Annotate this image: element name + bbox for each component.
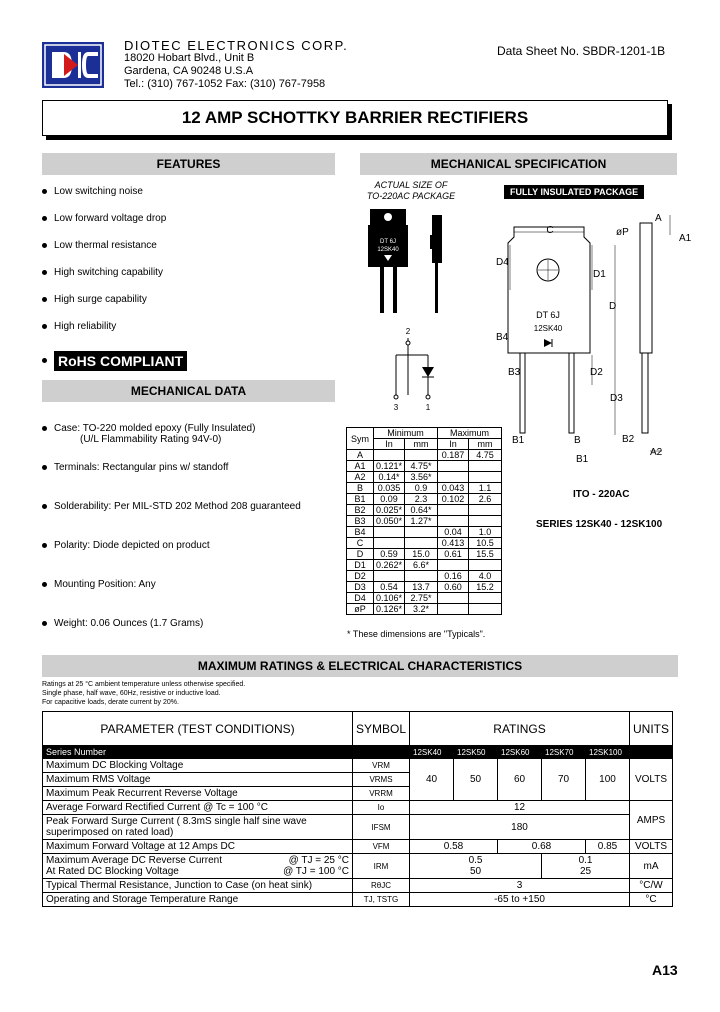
page-code: A13 (652, 962, 678, 978)
mechanical-data-heading: MECHANICAL DATA (42, 380, 335, 402)
page-title: 12 AMP SCHOTTKY BARRIER RECTIFIERS (42, 100, 668, 136)
actual-size-line2: TO-220AC PACKAGE (366, 191, 456, 201)
volts-12sk70: 70 (542, 759, 586, 801)
row-ifsm-label2: superimposed on rated load) (46, 827, 174, 838)
dim-value (438, 461, 469, 472)
ratings-heading: MAXIMUM RATINGS & ELECTRICAL CHARACTERISTICS (42, 655, 678, 677)
row-ir-group2 (542, 854, 630, 879)
dim-B2: B2 (622, 434, 635, 445)
feature-bullet (42, 189, 47, 194)
feature-item: High surge capability (54, 294, 147, 305)
dim-row (347, 560, 502, 571)
company-block (124, 39, 348, 91)
dim-value: 0.106* (374, 593, 405, 604)
row-ir-cond2: @ TJ = 100 °C (283, 866, 349, 877)
dim-value: 0.043 (438, 483, 469, 494)
th-units: UNITS (630, 712, 673, 746)
dim-value (438, 560, 469, 571)
package-name: ITO - 220AC (573, 489, 630, 500)
feature-item: High reliability (54, 321, 117, 332)
series-range: SERIES 12SK40 - 12SK100 (536, 519, 663, 530)
dim-value (374, 527, 405, 538)
dim-row (347, 483, 502, 494)
dim-value (469, 472, 502, 483)
dim-row (347, 505, 502, 516)
dim-row (347, 516, 502, 527)
volts-12sk50: 50 (454, 759, 498, 801)
volts-12sk100: 100 (586, 759, 630, 801)
dim-value: 1.1 (469, 483, 502, 494)
dim-value (469, 461, 502, 472)
row-tj-label: Operating and Storage Temperature Range (43, 893, 353, 907)
row-vrwm-label: Maximum Peak Recurrent Reverse Voltage (43, 787, 353, 801)
dim-value: 0.102 (438, 494, 469, 505)
feature-item: Low forward voltage drop (54, 213, 167, 224)
mech-bullet (42, 504, 47, 509)
dim-symbol: B (347, 483, 374, 494)
row-vrrm-label: Maximum DC Blocking Voltage (43, 759, 353, 773)
dim-value: 2.3 (405, 494, 438, 505)
mech-bullet (42, 426, 47, 431)
dim-value: 0.126* (374, 604, 405, 615)
dim-value: 0.54 (374, 582, 405, 593)
dim-C: C (546, 225, 554, 236)
feature-bullet (42, 270, 47, 275)
dim-row (347, 549, 502, 560)
dim-row (347, 571, 502, 582)
rohs-badge: RoHS COMPLIANT (54, 351, 187, 371)
dim-value (469, 505, 502, 516)
series-12sk60: 12SK60 (498, 746, 542, 759)
company-address2: Gardena, CA 90248 U.S.A (124, 65, 254, 77)
dim-value (374, 538, 405, 549)
row-vrms-label: Maximum RMS Voltage (43, 773, 353, 787)
row-vf-value3: 0.85 (586, 840, 630, 854)
feature-item: Low thermal resistance (54, 240, 157, 251)
series-12sk50: 12SK50 (454, 746, 498, 759)
dim-value: 0.60 (438, 582, 469, 593)
row-tj-symbol: TJ, TSTG (353, 893, 410, 907)
dim-B1-right: B1 (576, 454, 589, 465)
ir-unit: mA (630, 854, 673, 879)
mech-item: Case: TO-220 molded epoxy (Fully Insulated) (54, 423, 256, 434)
series-12sk70: 12SK70 (542, 746, 586, 759)
mech-item: Terminals: Rectangular pins w/ standoff (54, 462, 229, 473)
pin-label-1: 1 (425, 403, 431, 412)
row-ifsm-label1: Peak Forward Surge Current ( 8.3mS single half sine wave (46, 816, 307, 827)
company-phone: Tel.: (310) 767-1052 Fax: (310) 767-7958 (124, 78, 326, 90)
dim-value (438, 604, 469, 615)
row-ir-value1: 0.5 (468, 855, 483, 866)
th-symbol: SYMBOL (353, 712, 410, 746)
feature-item: Low switching noise (54, 186, 143, 197)
actual-marking2: 12SK40 (377, 247, 399, 253)
row-rth-label: Typical Thermal Resistance, Junction to Case (on heat sink) (43, 879, 353, 893)
row-ir-label (43, 854, 353, 879)
dim-value: 2.75* (405, 593, 438, 604)
ratings-notes (42, 680, 245, 707)
row-ir-group1 (410, 854, 542, 879)
dim-value: 2.6 (469, 494, 502, 505)
series-12sk100: 12SK100 (586, 746, 630, 759)
vf-unit: VOLTS (630, 840, 673, 854)
dim-value: 0.025* (374, 505, 405, 516)
dim-B: B (574, 435, 581, 446)
mechanical-spec-heading: MECHANICAL SPECIFICATION (360, 153, 677, 175)
dimensions-table (346, 427, 502, 615)
actual-size-line1: ACTUAL SIZE OF (374, 180, 448, 190)
dim-D3: D3 (610, 393, 623, 404)
feature-bullet (42, 324, 47, 329)
dim-symbol: D1 (347, 560, 374, 571)
dim-value (405, 450, 438, 461)
dim-symbol: B2 (347, 505, 374, 516)
rth-unit: °C/W (630, 879, 673, 893)
row-vrwm-symbol: VRRM (353, 787, 410, 801)
dim-A1: A1 (679, 233, 692, 244)
ratings-note2: Single phase, half wave, 60Hz, resistive or inductive load. (42, 690, 221, 697)
dim-symbol: B1 (347, 494, 374, 505)
dim-value: 0.14* (374, 472, 405, 483)
row-ir-cond1: @ TJ = 25 °C (288, 855, 349, 866)
dim-value (438, 593, 469, 604)
dim-D4: D4 (496, 257, 509, 268)
ratings-note3: For capacitive loads, derate current by 20%. (42, 699, 179, 706)
dim-symbol: D (347, 549, 374, 560)
dim-row (347, 494, 502, 505)
dim-value: 0.187 (438, 450, 469, 461)
volts-12sk40: 40 (410, 759, 454, 801)
mech-bullet (42, 543, 47, 548)
dim-A: A (655, 213, 662, 224)
package-banner: FULLY INSULATED PACKAGE (504, 185, 644, 199)
dim-header-sym: Sym (347, 428, 374, 450)
dim-symbol: C (347, 538, 374, 549)
dim-header-in: In (374, 439, 405, 450)
dim-value: 1.27* (405, 516, 438, 527)
mech-item: Polarity: Diode depicted on product (54, 540, 210, 551)
dim-value: 6.6* (405, 560, 438, 571)
row-rth-value: 3 (410, 879, 630, 893)
dim-value (405, 527, 438, 538)
dim-symbol: D2 (347, 571, 374, 582)
dim-D1: D1 (593, 269, 606, 280)
dim-value (469, 593, 502, 604)
dim-value: 10.5 (469, 538, 502, 549)
row-ifsm-symbol: IFSM (353, 815, 410, 840)
row-vf-value1: 0.58 (410, 840, 498, 854)
dim-value: 15.5 (469, 549, 502, 560)
dim-value: 0.09 (374, 494, 405, 505)
dim-row (347, 538, 502, 549)
row-vf-symbol: VFM (353, 840, 410, 854)
dim-row (347, 593, 502, 604)
row-vrrm-symbol: VRM (353, 759, 410, 773)
ratings-table (42, 711, 673, 907)
dim-B4: B4 (496, 332, 509, 343)
dim-header-min: Minimum (374, 428, 438, 439)
dim-D2: D2 (590, 367, 603, 378)
dim-value: 0.9 (405, 483, 438, 494)
dim-value: 3.2* (405, 604, 438, 615)
dim-row (347, 461, 502, 472)
dim-value (374, 571, 405, 582)
tj-unit: °C (630, 893, 673, 907)
feature-bullet (42, 216, 47, 221)
dims-footnote: * These dimensions are "Typicals". (347, 629, 486, 639)
pin-label-3: 3 (393, 403, 399, 412)
dim-symbol: A (347, 450, 374, 461)
dim-value: 3.56* (405, 472, 438, 483)
mech-bullet (42, 465, 47, 470)
volts-12sk60: 60 (498, 759, 542, 801)
dim-value: 0.262* (374, 560, 405, 571)
dim-row (347, 450, 502, 461)
row-ir-value3: 0.1 (578, 855, 593, 866)
mech-item: Weight: 0.06 Ounces (1.7 Grams) (54, 618, 204, 629)
mech-item: Mounting Position: Any (54, 579, 156, 590)
row-ifsm-label (43, 815, 353, 840)
ratings-note1: Ratings at 25 °C ambient temperature unless otherwise specified. (42, 681, 246, 688)
feature-item: High switching capability (54, 267, 163, 278)
actual-size-package-drawing (360, 205, 460, 425)
row-ir-value2: 50 (469, 866, 482, 877)
mech-item: Solderability: Per MIL-STD 202 Method 208 guaranteed (54, 501, 301, 512)
datasheet-number: Data Sheet No. SBDR-1201-1B (497, 44, 666, 58)
actual-size-caption (364, 180, 458, 202)
mech-item-sub: (U/L Flammability Rating 94V-0) (80, 434, 222, 445)
series-number-label: Series Number (43, 746, 353, 759)
feature-bullet (42, 297, 47, 302)
dim-symbol: øP (347, 604, 374, 615)
row-tj-value: -65 to +150 (410, 893, 630, 907)
dim-P: øP (616, 227, 629, 238)
dim-B3: B3 (508, 367, 521, 378)
dim-header-max: Maximum (438, 428, 502, 439)
dim-value: 15.2 (469, 582, 502, 593)
dim-value: 1.0 (469, 527, 502, 538)
dim-value: 0.035 (374, 483, 405, 494)
row-ir-label2: At Rated DC Blocking Voltage (46, 866, 179, 877)
dim-header-mm: mm (405, 439, 438, 450)
dim-value: 0.050* (374, 516, 405, 527)
mech-bullet (42, 621, 47, 626)
features-heading: FEATURES (42, 153, 335, 175)
mech-bullet (42, 582, 47, 587)
dim-value (438, 516, 469, 527)
row-io-symbol: Io (353, 801, 410, 815)
dim-value (469, 560, 502, 571)
dim-value: 0.04 (438, 527, 469, 538)
company-address1: 18020 Hobart Blvd., Unit B (124, 52, 255, 64)
dim-header-in: In (438, 439, 469, 450)
row-io-value: 12 (410, 801, 630, 815)
dim-symbol: D4 (347, 593, 374, 604)
dim-symbol: A1 (347, 461, 374, 472)
row-io-label: Average Forward Rectified Current @ Tc = 100 °C (43, 801, 353, 815)
dim-value: 4.0 (469, 571, 502, 582)
dim-value (374, 450, 405, 461)
dim-value (469, 516, 502, 527)
dim-value: 0.64* (405, 505, 438, 516)
dim-value (438, 472, 469, 483)
th-ratings: RATINGS (410, 712, 630, 746)
series-12sk40: 12SK40 (410, 746, 454, 759)
dim-value: 4.75 (469, 450, 502, 461)
dimension-drawing (480, 205, 710, 470)
company-name: DIOTEC ELECTRONICS CORP. (124, 38, 349, 53)
row-ifsm-value: 180 (410, 815, 630, 840)
drawing-marking1: DT 6J (536, 310, 560, 320)
feature-bullet (42, 243, 47, 248)
dim-row (347, 604, 502, 615)
actual-marking1: DT 6J (380, 239, 396, 245)
dim-row (347, 527, 502, 538)
drawing-marking2: 12SK40 (533, 324, 563, 333)
dim-value: 0.59 (374, 549, 405, 560)
row-ir-symbol: IRM (353, 854, 410, 879)
row-vf-value2: 0.68 (498, 840, 586, 854)
dim-symbol: A2 (347, 472, 374, 483)
dim-value: 0.413 (438, 538, 469, 549)
company-logo (42, 42, 104, 88)
dim-header-mm: mm (469, 439, 502, 450)
dim-symbol: B3 (347, 516, 374, 527)
dim-value: 13.7 (405, 582, 438, 593)
dim-value (405, 538, 438, 549)
amps-unit: AMPS (630, 801, 673, 840)
dim-value (469, 604, 502, 615)
dim-value: 0.16 (438, 571, 469, 582)
volts-unit: VOLTS (630, 759, 673, 801)
pin-label-2: 2 (405, 327, 411, 336)
dim-value: 15.0 (405, 549, 438, 560)
dim-value (438, 505, 469, 516)
row-vrms-symbol: VRMS (353, 773, 410, 787)
dim-value (405, 571, 438, 582)
dim-symbol: D3 (347, 582, 374, 593)
row-vf-label: Maximum Forward Voltage at 12 Amps DC (43, 840, 353, 854)
row-rth-symbol: RθJC (353, 879, 410, 893)
dim-row (347, 472, 502, 483)
th-parameter: PARAMETER (TEST CONDITIONS) (43, 712, 353, 746)
dim-D: D (609, 301, 617, 312)
dim-value: 0.61 (438, 549, 469, 560)
dim-A2: A2 (650, 447, 663, 458)
dim-value: 0.121* (374, 461, 405, 472)
dim-symbol: B4 (347, 527, 374, 538)
row-ir-label1: Maximum Average DC Reverse Current (46, 855, 222, 866)
dim-B1-left: B1 (512, 435, 525, 446)
rohs-bullet (42, 358, 47, 363)
dim-row (347, 582, 502, 593)
row-ir-value4: 25 (579, 866, 592, 877)
dim-value: 4.75* (405, 461, 438, 472)
